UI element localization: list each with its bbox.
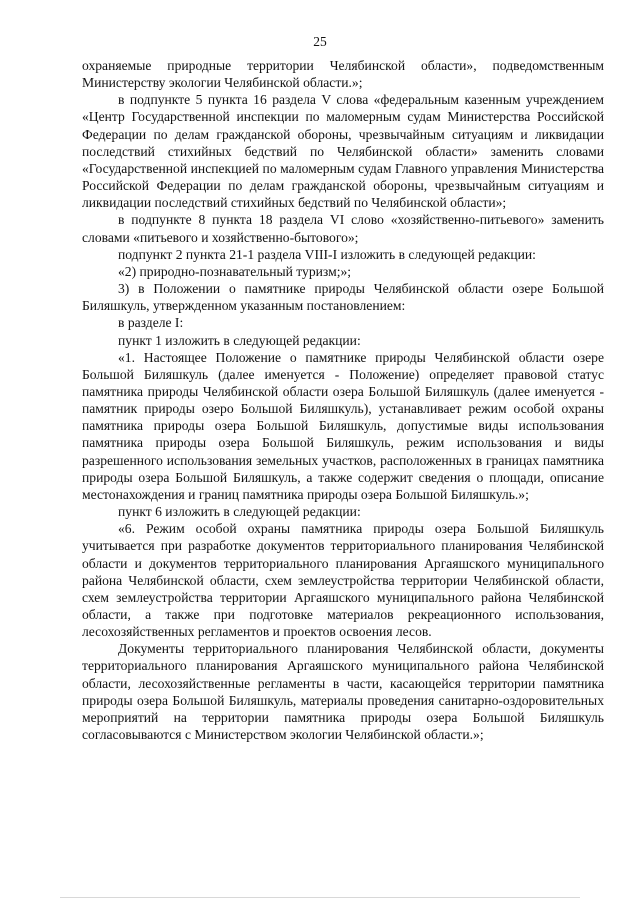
paragraph-3: в подпункте 8 пункта 18 раздела VI слово «хозяйственно-питьевого» заменить словами «питьевого и хозяйственно-бытового»; [82, 212, 604, 245]
paragraph-9: «1. Настоящее Положение о памятнике природы Челябинской области озере Большой Биляшкуль (далее именуется - Положение) определяет правовой статус памятника природы Челябинской области озера Большой Биляшкуль (далее именуется - памятник природы озеро Большой Биляшкуль), устанавливает режим особой охраны памятника природы озера Большой Биляшкуль, допустимые виды использования памятника природы озера Большой Биляшкуль, режим использования и виды разрешенного использования земельных участков, расположенных в границах памятника природы озера Большой Биляшкуль, а также содержит сведения о площади, описание местонахождения и границ памятника природы озера Большой Биляшкуль.»; [82, 349, 604, 502]
paragraph-1: охраняемые природные территории Челябинской области», подведомственным Министерству экологии Челябинской области.»; [82, 58, 604, 91]
paragraph-7: в разделе I: [118, 315, 184, 331]
paragraph-4: подпункт 2 пункта 21-1 раздела VIII-I изложить в следующей редакции: [118, 246, 536, 262]
page-number: 25 [313, 34, 327, 49]
document-body [82, 57, 604, 743]
paragraph-12: Документы территориального планирования Челябинской области, документы территориального планирования Аргаяшского муниципального района Челябинской области, лесохозяйственные регламенты в части, касающейся территории памятника природы озера Большой Биляшкуль, материалы проведения санитарно-оздоровительных мероприятий на территории памятника природы озера Большой Биляшкуль согласовываются с Министерством экологии Челябинской области.»; [82, 641, 604, 743]
paragraph-2: в подпункте 5 пункта 16 раздела V слова «федеральным казенным учреждением «Центр Государственной инспекции по маломерным судам Министерства Российской Федерации по делам гражданской обороны, чрезвычайным ситуациям и ликвидации последствий стихийных бедствий по Челябинской области» заменить словами «Государственной инспекцией по маломерным судам Главного управления Министерства Российской Федерации по делам гражданской обороны, чрезвычайным ситуациям и ликвидации последствий стихийных бедствий по Челябинской области»; [82, 92, 604, 211]
paragraph-6: 3) в Положении о памятнике природы Челябинской области озере Большой Биляшкуль, утвержденном указанным постановлением: [82, 281, 604, 314]
page-bottom-edge [60, 897, 580, 898]
paragraph-10: пункт 6 изложить в следующей редакции: [118, 504, 361, 520]
paragraph-5: «2) природно-познавательный туризм;»; [118, 263, 352, 279]
paragraph-11: «6. Режим особой охраны памятника природы озера Большой Биляшкуль учитывается при разработке документов территориального планирования Челябинской области и документов территориального планирования Аргаяшского муниципального района Челябинской области, схем землеустройства территории Челябинской области, схем землеустройства территории Аргаяшского муниципального района Челябинской области, а также при подготовке материалов рекреационного использования, лесохозяйственных регламентов и проектов освоения лесов. [82, 521, 604, 640]
paragraph-8: пункт 1 изложить в следующей редакции: [118, 332, 361, 348]
